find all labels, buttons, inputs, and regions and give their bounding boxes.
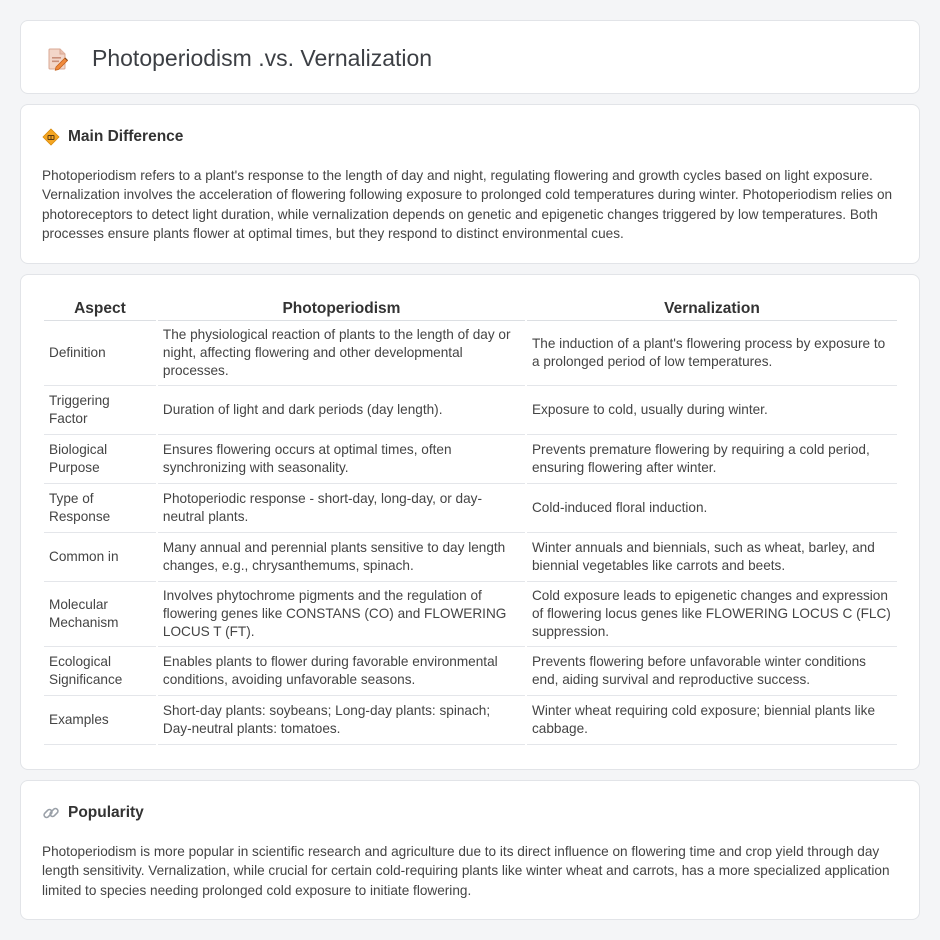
photoperiodism-cell: Duration of light and dark periods (day length).	[158, 386, 525, 435]
main-difference-text: Photoperiodism refers to a plant's response to the length of day and night, regulating flowering and growth cycles based on light exposure. Vernalization involves the acceleration of flowering following exposure to prolonged cold temperatures during winter. Photoperiodism relies on photoreceptors to detect light duration, while vernalization depends on genetic and epigenetic changes triggered by low temperatures. Both processes ensure plants flower at optimal times, but they respond to distinct environmental cues.	[42, 168, 893, 241]
main-difference-section	[20, 104, 920, 264]
vernalization-cell: Cold exposure leads to epigenetic changes and expression of flowering locus genes like FLOWERING LOCUS C (FLC) suppression.	[527, 582, 897, 647]
table-row	[44, 386, 897, 435]
popularity-section	[20, 780, 920, 920]
table-row	[44, 533, 897, 582]
photoperiodism-cell: Many annual and perennial plants sensitive to day length changes, e.g., chrysanthemums, spinach.	[158, 533, 525, 582]
page-title: Photoperiodism .vs. Vernalization	[92, 45, 433, 71]
vernalization-cell: Prevents flowering before unfavorable winter conditions end, aiding survival and reproductive success.	[527, 647, 897, 696]
aspect-cell: Biological Purpose	[44, 435, 156, 484]
aspect-cell: Common in	[44, 533, 156, 582]
aspect-cell: Ecological Significance	[44, 647, 156, 696]
link-icon	[42, 804, 60, 822]
popularity-heading	[42, 804, 144, 822]
aspect-cell: Definition	[44, 321, 156, 386]
comparison-table	[42, 295, 899, 745]
vernalization-cell: Cold-induced floral induction.	[527, 484, 897, 533]
aspect-cell: Type of Response	[44, 484, 156, 533]
photoperiodism-cell: Ensures flowering occurs at optimal times, often synchronizing with seasonality.	[158, 435, 525, 484]
table-row	[44, 321, 897, 386]
vernalization-cell: Exposure to cold, usually during winter.	[527, 386, 897, 435]
comparison-section	[20, 274, 920, 770]
vernalization-cell: Winter annuals and biennials, such as wheat, barley, and biennial vegetables like carrots and beets.	[527, 533, 897, 582]
table-row	[44, 435, 897, 484]
popularity-text: Photoperiodism is more popular in scientific research and agriculture due to its direct influence on flowering time and crop yield through day length sensitivity. Vernalization, while crucial for certain cold-requiring plants like winter wheat and carrots, has a more specialized application limited to species needing prolonged cold exposure to initiate flowering.	[42, 844, 890, 898]
aspect-cell: Triggering Factor	[44, 386, 156, 435]
header-photoperiodism: Photoperiodism	[158, 295, 525, 321]
aspect-cell: Molecular Mechanism	[44, 582, 156, 647]
diamond-warning-icon	[42, 128, 60, 146]
main-difference-title: Main Difference	[68, 128, 184, 145]
photoperiodism-cell: Enables plants to flower during favorable environmental conditions, avoiding unfavorable seasons.	[158, 647, 525, 696]
photoperiodism-cell: Short-day plants: soybeans; Long-day plants: spinach; Day-neutral plants: tomatoes.	[158, 696, 525, 745]
vernalization-cell: Winter wheat requiring cold exposure; biennial plants like cabbage.	[527, 696, 897, 745]
photoperiodism-cell: Photoperiodic response - short-day, long-day, or day-neutral plants.	[158, 484, 525, 533]
photoperiodism-cell: Involves phytochrome pigments and the regulation of flowering genes like CONSTANS (CO) and FLOWERING LOCUS T (FT).	[158, 582, 525, 647]
table-row	[44, 484, 897, 533]
header-vernalization: Vernalization	[527, 295, 897, 321]
document-pencil-icon	[47, 47, 69, 71]
vernalization-cell: Prevents premature flowering by requiring a cold period, ensuring flowering after winter.	[527, 435, 897, 484]
header-card	[20, 20, 920, 94]
header-aspect: Aspect	[44, 295, 156, 321]
vernalization-cell: The induction of a plant's flowering process by exposure to a prolonged period of low temperatures.	[527, 321, 897, 386]
photoperiodism-cell: The physiological reaction of plants to the length of day or night, affecting flowering and other developmental processes.	[158, 321, 525, 386]
aspect-cell: Examples	[44, 696, 156, 745]
popularity-title: Popularity	[68, 804, 144, 821]
table-row	[44, 582, 897, 647]
table-header-row	[44, 295, 897, 321]
main-difference-heading	[42, 128, 183, 146]
table-row	[44, 647, 897, 696]
table-row	[44, 696, 897, 745]
